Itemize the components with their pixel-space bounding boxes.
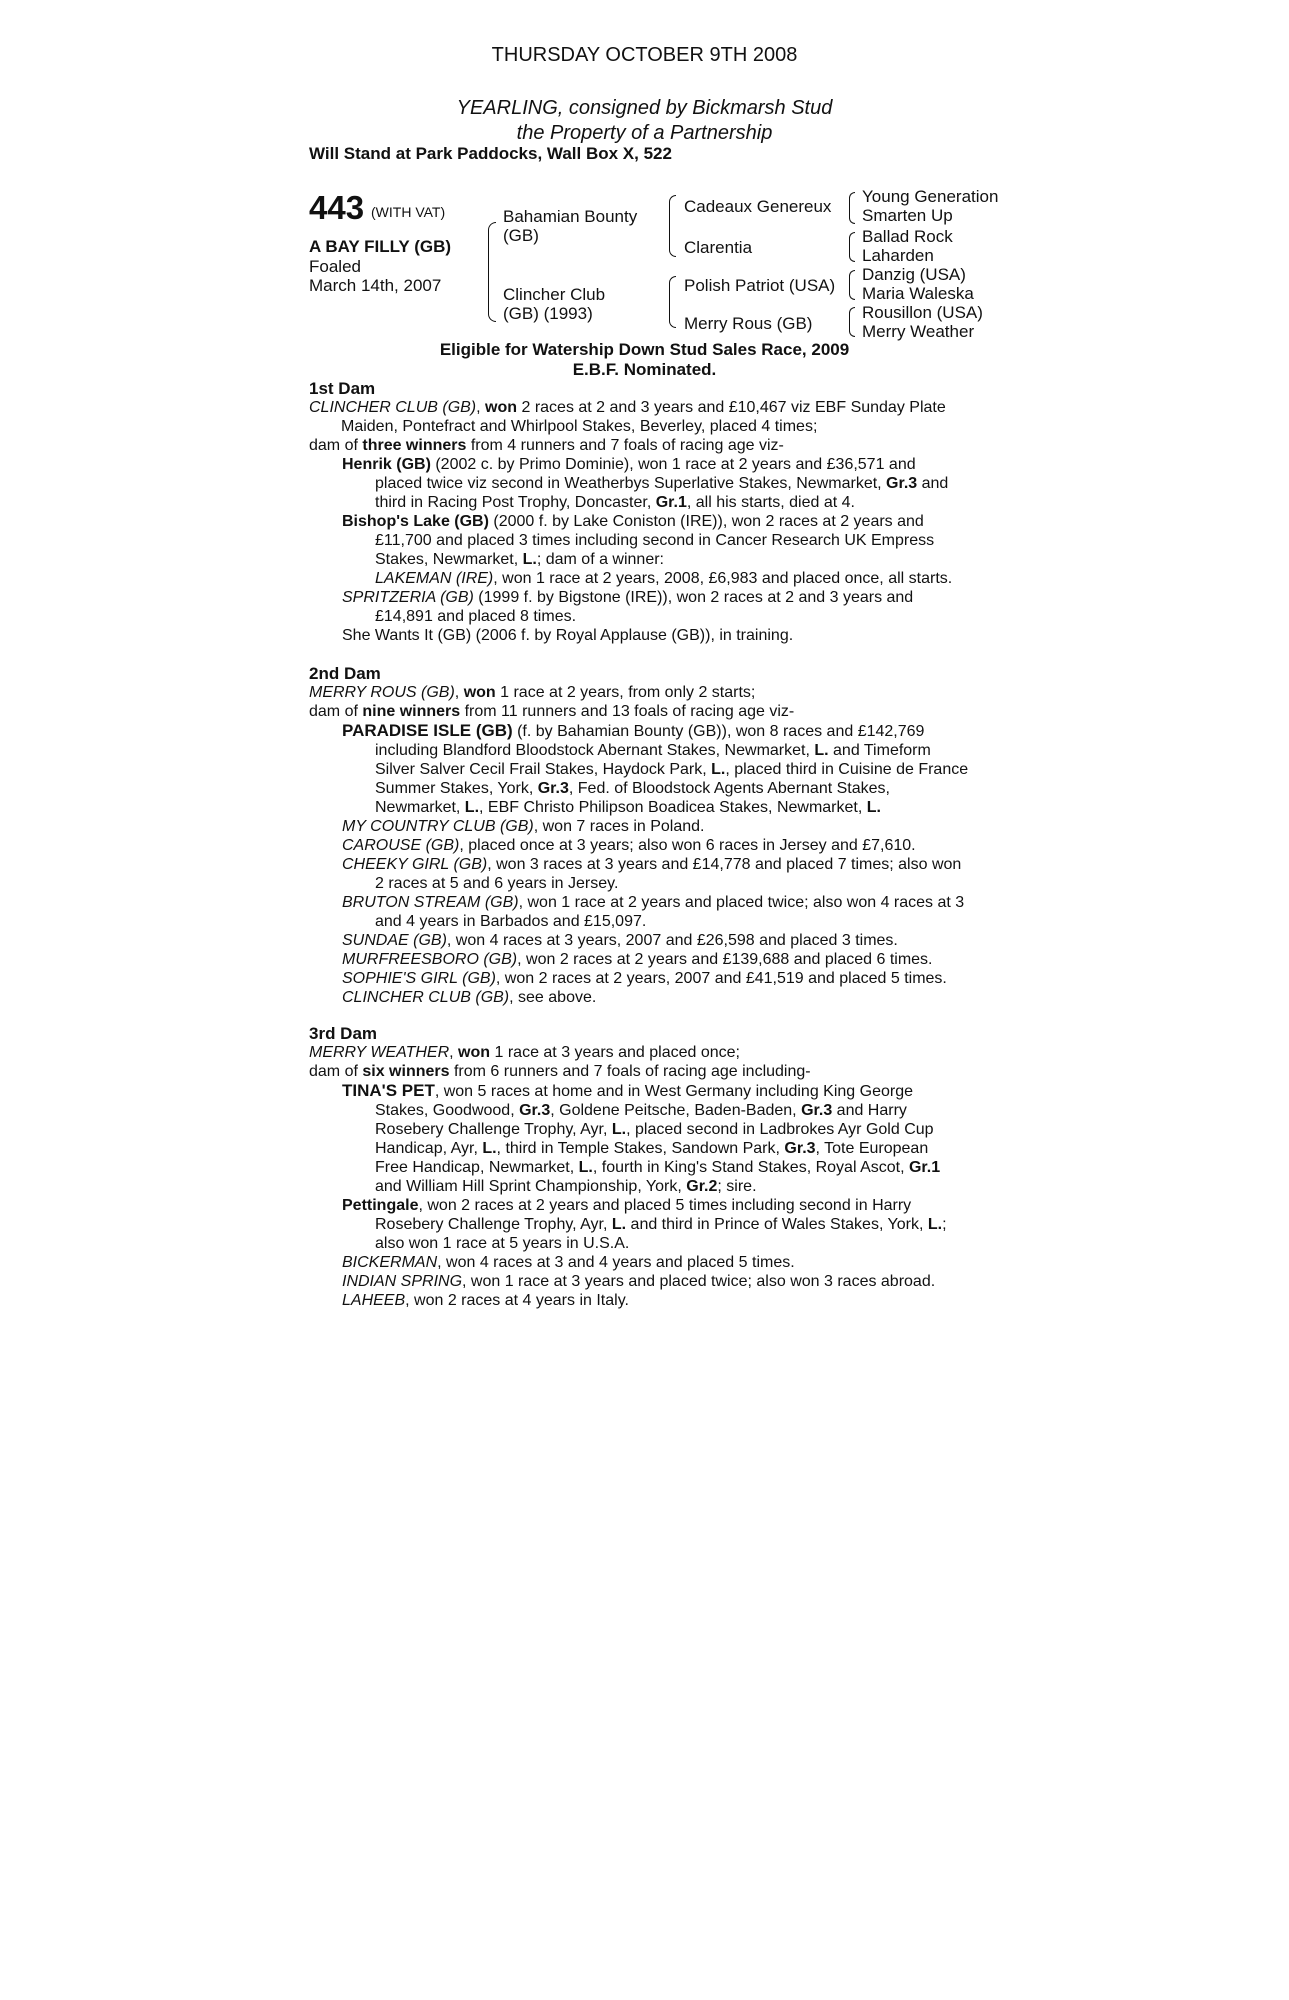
produce-entry: Bishop's Lake (GB) (2000 f. by Lake Coniston (IRE)), won 2 races at 2 years and — [342, 513, 924, 530]
produce-entry-cont: Rosebery Challenge Trophy, Ayr, L. and third in Prince of Wales Stakes, York, L.; — [375, 1216, 947, 1233]
produce-entry: PARADISE ISLE (GB) (f. by Bahamian Bounty (GB)), won 8 races and £142,769 — [342, 721, 925, 740]
produce-entry-cont: £14,891 and placed 8 times. — [375, 608, 577, 625]
produce-entry: She Wants It (GB) (2006 f. by Royal Applause (GB)), in training. — [342, 627, 794, 644]
pedigree-brace-g12 — [849, 192, 855, 224]
produce-entry: SPRITZERIA (GB) (1999 f. by Bigstone (IRE)), won 2 races at 2 and 3 years and — [342, 589, 914, 606]
produce-entry: CLINCHER CLUB (GB), see above. — [342, 989, 597, 1006]
property-line: the Property of a Partnership — [516, 122, 773, 144]
produce-summary: dam of three winners from 4 runners and 7 foals of racing age viz- — [309, 437, 784, 454]
horse-description: A BAY FILLY (GB) — [309, 237, 452, 256]
dam-record: MERRY ROUS (GB), won 1 race at 2 years, from only 2 starts; — [309, 684, 756, 701]
pedigree-gg1: Young Generation — [862, 187, 999, 206]
dam-name: MERRY WEATHER — [309, 1044, 450, 1061]
produce-entry: SUNDAE (GB), won 4 races at 3 years, 2007 and £26,598 and placed 3 times. — [342, 932, 898, 949]
produce-entry-cont: 2 races at 5 and 6 years in Jersey. — [375, 875, 619, 892]
produce-entry-cont: Stakes, Newmarket, L.; dam of a winner: — [375, 551, 664, 568]
produce-entry-cont: Rosebery Challenge Trophy, Ayr, L., placed second in Ladbrokes Ayr Gold Cup — [375, 1121, 934, 1138]
foaled-label: Foaled — [309, 257, 361, 276]
produce-name: Henrik (GB) — [342, 456, 431, 473]
foaled-date: March 14th, 2007 — [309, 276, 442, 295]
pedigree-sire-dam: Clarentia — [684, 238, 753, 257]
produce-entry-cont: also won 1 race at 5 years in U.S.A. — [375, 1235, 630, 1252]
won-label: won — [463, 684, 496, 701]
produce-entry: BICKERMAN, won 4 races at 3 and 4 years and placed 5 times. — [342, 1254, 795, 1271]
produce-name: Bishop's Lake (GB) — [342, 513, 489, 530]
produce-entry-cont: third in Racing Post Trophy, Doncaster, Gr.1, all his starts, died at 4. — [375, 494, 855, 511]
section-heading: 1st Dam — [309, 379, 376, 398]
pedigree-brace-g78 — [849, 307, 855, 337]
dam-name: MERRY ROUS (GB) — [309, 684, 455, 701]
second-dam-section — [309, 664, 981, 1007]
pedigree-dam-dam: Merry Rous (GB) — [684, 314, 813, 333]
pedigree-gg6: Maria Waleska — [862, 284, 974, 303]
produce-name: SPRITZERIA (GB) — [342, 589, 474, 606]
record-text: 2 races at 2 and 3 years and £10,467 viz EBF Sunday Plate — [517, 399, 946, 416]
pedigree-brace-sire — [669, 195, 676, 257]
produce-name: PARADISE ISLE (GB) — [342, 721, 513, 740]
eligibility-note: Eligible for Watership Down Stud Sales Race, 2009 — [439, 340, 850, 359]
pedigree-brace-g34 — [849, 232, 855, 262]
produce-name: TINA'S PET — [342, 1081, 435, 1100]
produce-entry: Henrik (GB) (2002 c. by Primo Dominie), won 1 race at 2 years and £36,571 and — [342, 456, 916, 473]
dam-record: MERRY WEATHER, won 1 race at 3 years and placed once; — [309, 1044, 740, 1061]
dam-name: CLINCHER CLUB (GB) — [309, 399, 477, 416]
pedigree-gg3: Ballad Rock — [862, 227, 953, 246]
pedigree-gg4: Laharden — [862, 246, 934, 265]
produce-entry-cont: Stakes, Goodwood, Gr.3, Goldene Peitsche, Baden-Baden, Gr.3 and Harry — [375, 1102, 907, 1119]
pedigree-brace-dam — [669, 276, 676, 328]
pedigree-brace-g56 — [849, 270, 855, 300]
won-label: won — [485, 399, 518, 416]
won-label: won — [458, 1044, 491, 1061]
produce-entry-cont: Silver Salver Cecil Frail Stakes, Haydock Park, L., placed third in Cuisine de France — [375, 761, 969, 778]
produce-entry-cont: including Blandford Bloodstock Abernant Stakes, Newmarket, L. and Timeform — [375, 742, 931, 759]
produce-entry-cont: placed twice viz second in Weatherbys Superlative Stakes, Newmarket, Gr.3 and — [375, 475, 949, 492]
consignment-line: YEARLING, consigned by Bickmarsh Stud — [456, 97, 833, 119]
produce-entry-cont: Summer Stakes, York, Gr.3, Fed. of Bloodstock Agents Abernant Stakes, — [375, 780, 890, 797]
pedigree-gg5: Danzig (USA) — [862, 265, 966, 284]
lot-number: 443 — [309, 189, 365, 226]
produce-summary: dam of nine winners from 11 runners and 13 foals of racing age viz- — [309, 703, 795, 720]
pedigree-dam-sire: Polish Patriot (USA) — [684, 276, 836, 295]
produce-entry: TINA'S PET, won 5 races at home and in West Germany including King George — [342, 1081, 914, 1100]
pedigree-sire-sire: Cadeaux Genereux — [684, 197, 832, 216]
pedigree-gg8: Merry Weather — [862, 322, 975, 341]
pedigree-dam: Clincher Club (GB) (1993) — [503, 285, 606, 323]
produce-entry: SOPHIE'S GIRL (GB), won 2 races at 2 years, 2007 and £41,519 and placed 5 times. — [342, 970, 947, 987]
dam-record: CLINCHER CLUB (GB), won 2 races at 2 and 3 years and £10,467 viz EBF Sunday Plate — [309, 399, 946, 416]
section-heading: 2nd Dam — [309, 664, 381, 683]
produce-entry: BRUTON STREAM (GB), won 1 race at 2 years and placed twice; also won 4 races at 3 — [342, 894, 965, 911]
stand-location: Will Stand at Park Paddocks, Wall Box X, 522 — [309, 144, 672, 163]
produce-entry: CHEEKY GIRL (GB), won 3 races at 3 years and £14,778 and placed 7 times; also won — [342, 856, 962, 873]
pedigree-sire: Bahamian Bounty (GB) — [503, 207, 638, 245]
produce-entry-cont: and William Hill Sprint Championship, York, Gr.2; sire. — [375, 1178, 757, 1195]
produce-entry: INDIAN SPRING, won 1 race at 3 years and placed twice; also won 3 races abroad. — [342, 1273, 936, 1290]
pedigree-gg7: Rousillon (USA) — [862, 303, 983, 322]
winners-count: three winners — [362, 437, 467, 454]
section-heading: 3rd Dam — [309, 1024, 378, 1043]
third-dam-section — [309, 1024, 981, 1310]
ebf-note: E.B.F. Nominated. — [572, 360, 717, 379]
produce-entry-cont: Handicap, Ayr, L., third in Temple Stakes, Sandown Park, Gr.3, Tote European — [375, 1140, 929, 1157]
produce-entry-cont: Newmarket, L., EBF Christo Philipson Boadicea Stakes, Newmarket, L. — [375, 799, 881, 816]
produce-entry-cont: £11,700 and placed 3 times including second in Cancer Research UK Empress — [375, 532, 935, 549]
produce-entry: MURFREESBORO (GB), won 2 races at 2 years and £139,688 and placed 6 times. — [342, 951, 933, 968]
dam-record-cont: Maiden, Pontefract and Whirlpool Stakes, Beverley, placed 4 times; — [341, 418, 818, 435]
produce-entry: Pettingale, won 2 races at 2 years and placed 5 times including second in Harry — [342, 1197, 912, 1214]
winners-count: six winners — [362, 1063, 450, 1080]
sale-date: THURSDAY OCTOBER 9TH 2008 — [491, 44, 798, 66]
pedigree-gg2: Smarten Up — [862, 206, 953, 225]
produce-name: Pettingale — [342, 1197, 419, 1214]
produce-entry-cont: and 4 years in Barbados and £15,097. — [375, 913, 647, 930]
pedigree-brace-main — [488, 222, 496, 322]
produce-entry: LAHEEB, won 2 races at 4 years in Italy. — [342, 1292, 629, 1309]
produce-entry: MY COUNTRY CLUB (GB), won 7 races in Poland. — [342, 818, 705, 835]
produce-entry-cont: Free Handicap, Newmarket, L., fourth in King's Stand Stakes, Royal Ascot, Gr.1 — [375, 1159, 941, 1176]
vat-note: (WITH VAT) — [371, 204, 446, 220]
produce-entry-cont: LAKEMAN (IRE), won 1 race at 2 years, 2008, £6,983 and placed once, all starts. — [375, 570, 953, 587]
produce-entry: CAROUSE (GB), placed once at 3 years; also won 6 races in Jersey and £7,610. — [342, 837, 916, 854]
first-dam-section — [309, 379, 981, 645]
winners-count: nine winners — [362, 703, 461, 720]
produce-summary: dam of six winners from 6 runners and 7 foals of racing age including- — [309, 1063, 811, 1080]
